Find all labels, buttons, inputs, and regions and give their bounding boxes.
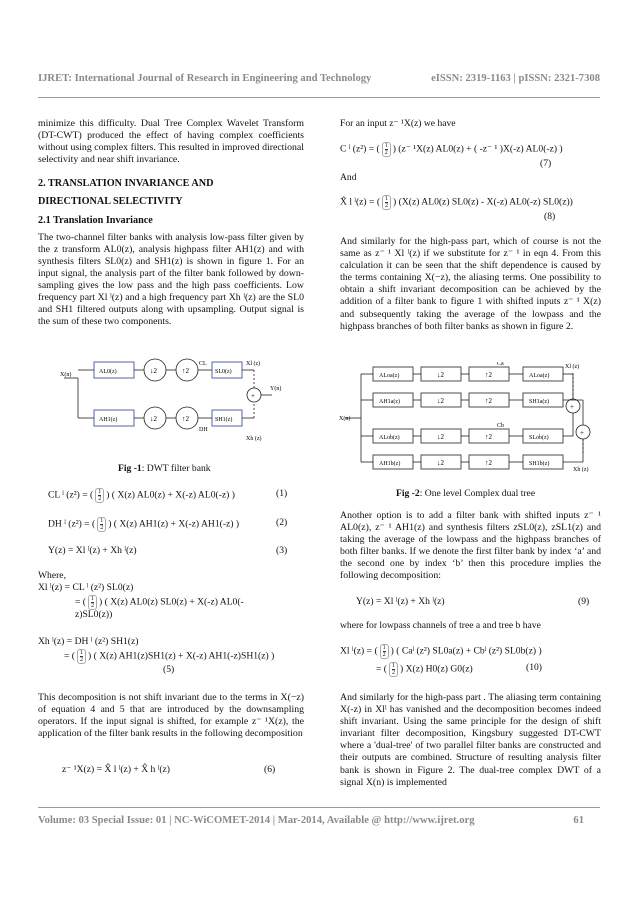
eq10-eq: = (: [376, 663, 388, 675]
fig1-caption-label: Fig -1: [118, 463, 142, 474]
fig1-xl-label: Xl (z): [246, 361, 261, 367]
fig2-down-1: ↓2: [437, 371, 444, 379]
running-header: [38, 73, 600, 84]
fig2-caption-text: : One level Complex dual tree: [419, 488, 536, 499]
eq5-rhs: ) ( X(z) AH1(z)SH1(z) + X(-z) AH1(-z)SH1(z) ): [88, 650, 275, 662]
eq4-line-2: [75, 595, 244, 610]
fig1-down-low: ↓2: [150, 367, 157, 375]
fig2-al-b-box: ALob(z): [379, 435, 400, 441]
equation-8: [340, 195, 573, 210]
fig2-ah-a-box: AH1a(z): [379, 399, 400, 405]
fig2-up-2: ↑2: [485, 397, 492, 405]
half-fraction: $\frac{1}{2}$: [97, 517, 106, 532]
fig2-sum-node-high: +: [580, 429, 584, 437]
right-intro-line: For an input z⁻ ¹X(z) we have: [340, 118, 456, 129]
equation-3: Y(z) = Xl ˡ(z) + Xh ˡ(z): [48, 545, 137, 556]
fig2-up-1: ↑2: [485, 371, 492, 379]
equation-9: Y(z) = Xl ˡ(z) + Xh ˡ(z): [356, 596, 445, 607]
left-column-bottom: [38, 692, 304, 740]
fig2-down-4: ↓2: [437, 459, 444, 467]
fig2-xl-label: Xl (z): [565, 364, 580, 370]
eq5-number: (5): [163, 664, 175, 675]
fig2-ah-b-box: AH1b(z): [379, 461, 401, 467]
right-column-para3: [340, 510, 601, 583]
intro-paragraph: minimize this difficulty. Dual Tree Complex Wavelet Transform (DT-CWT) produced the effect of having complex coefficients without using complex filters. This resulted in improved directional selectivity and near shift invariance.: [38, 118, 304, 166]
eq3-number: (3): [276, 545, 288, 556]
aliasing-paragraph: And similarly for the high-pass part, which of course is not the same as z⁻ ¹ Xl ˡ(z) if we substitute for z⁻ ¹ in eqn 4. From this calculation it can be seen that the shift dependence is caused by the terms containing X(−z), the aliasing terms. One possibility to obtain a shift invariant decomposition can be achieved by the addition of a filter bank to figure 1 with shifted inputs z⁻ ¹ X(z) and subsequently taking the average of the lowpass and the highpass branches of both filter banks as shown in figure 2.: [340, 236, 601, 332]
footer-rule: [38, 807, 600, 808]
translation-paragraph: The two-channel filter banks with analysis low-pass filter given by the z transform AL0(z), analysis highpass filter AH1(z) and with synthesis filters SL0(z) and SH1(z) is shown in figure 1. For an input signal, the analysis part of the filter bank followed by down-sampling gives the low pass and the high pass coefficients. Low frequency part Xl ˡ(z) and a high frequency part Xh ˡ(z) are the SL0 and SH1 filtered outputs along with upsampling. Output signal is the sum of these two components.: [38, 231, 304, 328]
eq4-line-1: Xl ˡ(z) = CL ˡ (z²) SL0(z): [38, 582, 134, 593]
fig2-ca-label: Ca: [497, 362, 504, 367]
subsection-title: 2.1 Translation Invariance: [38, 214, 153, 226]
fig1-al-box: AL0(z): [99, 369, 117, 375]
eq9-number: (9): [578, 596, 590, 607]
eq5-lhs: = (: [64, 650, 76, 662]
half-fraction: $\frac{1}{2}$: [77, 649, 86, 664]
fig2-up-3: ↑2: [485, 433, 492, 441]
eq8-rhs: ) (X(z) AL0(z) SL0(z) - X(-z) AL0(-z) SL0(z)): [393, 196, 573, 208]
eq5-line-1: Xh ˡ(z) = DH ˡ (z²) SH1(z): [38, 636, 139, 647]
fig2-down-3: ↓2: [437, 433, 444, 441]
eq2-rhs: ) ( X(z) AH1(z) + X(-z) AH1(-z) ): [108, 518, 240, 530]
half-fraction: $\frac{1}{2}$: [88, 595, 97, 610]
eq7-lhs: C ˡ (z²) = (: [340, 143, 380, 155]
eq4-lhs: = (: [75, 596, 87, 608]
fig2-sh-a-box: SH1a(z): [529, 399, 549, 405]
shift-variance-paragraph: This decomposition is not shift invariant due to the terms in X(−z) of equation 4 and 5 that are introduced by the downsampling operators. If the input signal is shifted, for example z⁻ ¹X(z), the application of the filter bank results in the following decomposition: [38, 692, 304, 740]
and-label: And: [340, 172, 357, 183]
fig1-xh-label: Xh (z): [246, 436, 262, 442]
equation-6: z⁻ ¹X(z) = X̂ l ˡ(z) + X̂ h ˡ(z): [62, 764, 170, 775]
fig2-xh-label: Xh (z): [573, 467, 589, 472]
header-rule: [38, 97, 600, 98]
section-title-line-2: DIRECTIONAL SELECTIVITY: [38, 196, 183, 208]
eq10-line-1: [340, 644, 542, 659]
journal-name: IJRET: International Journal of Research in Engineering and Technology: [38, 73, 372, 84]
fig2-cb-label: Cb: [497, 423, 505, 429]
section-title-line-1: 2. TRANSLATION INVARIANCE AND: [38, 178, 214, 190]
running-footer: [38, 815, 600, 826]
eq10-lhs: Xl ˡ(z) = (: [340, 645, 378, 657]
filter-bank-option-paragraph: Another option is to add a filter bank with shifted inputs z⁻ ¹ AL0(z), z⁻ ¹ AH1(z) and synthesis filters zSL0(z), zSL1(z) and taking the average of the lowpass and the highpass branches of both filter banks. If we denote the first filter bank by index ‘a’ and the second one by index ‘b’ then this procedure implies the following decomposition:: [340, 510, 601, 582]
fig1-cl-label: CL: [199, 361, 207, 367]
fig1-ah-box: AH1(z): [99, 417, 118, 423]
eq10-rhs-1: ) ( Caˡ (z²) SL0a(z) + Cbˡ (z²) SL0b(z) ): [390, 645, 542, 657]
fig2-up-4: ↑2: [485, 459, 492, 467]
half-fraction: $\frac{1}{2}$: [380, 644, 389, 659]
half-fraction: $\frac{1}{2}$: [95, 488, 104, 503]
fig2-caption: [396, 488, 535, 499]
eq2-number: (2): [276, 517, 288, 528]
eq1-lhs: CL ˡ (z²) = (: [48, 489, 94, 501]
half-fraction: $\frac{1}{2}$: [382, 142, 391, 157]
eq5-line-2: [64, 649, 274, 664]
fig2-sum-node-low: +: [570, 403, 574, 411]
eq8-lhs: X̂ l ˡ(z) = (: [340, 196, 381, 208]
fig1-sl-box: SL0(z): [215, 369, 232, 375]
fig1-up-high: ↑2: [182, 415, 189, 423]
equation-2: [48, 517, 239, 532]
eq10-number: (10): [526, 662, 542, 673]
half-fraction: $\frac{1}{2}$: [389, 662, 398, 677]
eq7-number: (7): [540, 158, 552, 169]
eq2-lhs: DH ˡ (z²) = (: [48, 518, 96, 530]
fig1-input-label: X(n): [60, 372, 72, 378]
eq1-rhs: ) ( X(z) AL0(z) + X(-z) AL0(-z) ): [106, 489, 235, 501]
fig1-output-label: Y(n): [270, 386, 282, 392]
half-fraction: $\frac{1}{2}$: [382, 195, 391, 210]
left-column-top: [38, 118, 304, 328]
fig2-sh-b-box: SH1b(z): [529, 461, 550, 467]
fig2-al-a-box: ALoa(z): [379, 373, 400, 379]
fig1-down-high: ↓2: [150, 415, 157, 423]
fig1-sum-node: +: [251, 392, 255, 400]
fig2-input-label: X(n): [339, 416, 351, 422]
where-label: Where,: [38, 570, 66, 581]
lowpass-channels-line: where for lowpass channels of tree a and tree b have: [340, 620, 541, 631]
fig2-down-2: ↓2: [437, 397, 444, 405]
fig2-caption-label: Fig -2: [396, 488, 420, 499]
eq4-rhs: ) ( X(z) AL0(z) SL0(z) + X(-z) AL0(-: [99, 596, 244, 608]
page-number: 61: [573, 815, 584, 826]
fig1-sh-box: SH1(z): [215, 417, 233, 423]
fig1-dh-label: DH: [199, 427, 208, 433]
eq7-rhs: ) (z⁻ ¹X(z) AL0(z) + ( -z⁻ ¹ )X(-z) AL0(-z) ): [392, 143, 563, 155]
fig2-sl-a-box: ALoa(z): [529, 373, 550, 379]
issn: eISSN: 2319-1163 | pISSN: 2321-7308: [431, 73, 600, 84]
eq4-line-3: z)SL0(z)): [75, 609, 113, 620]
fig1-caption: [118, 463, 211, 474]
fig1-caption-text: : DWT filter bank: [141, 463, 211, 474]
dtcwt-paragraph: And similarly for the high-pass part . The aliasing term containing X(-z) in Xlˡ has vanished and the decomposition becomes indeed shift invariant. Using the same principle for the design of shift invariant filter decomposition, Kingsbury suggested DT-CWT where a 'dual-tree' of two parallel filter banks are constructed and their outputs are combined. Structure of resulting analysis filter bank is shown in Figure 2. The dual-tree complex DWT of a signal X(n) is implemented: [340, 692, 601, 788]
eq10-rhs-2: ) X(z) H0(z) G0(z): [400, 663, 473, 675]
fig2-complex-dual-tree: [337, 362, 599, 472]
eq1-number: (1): [276, 488, 288, 499]
fig2-sl-b-box: SLob(z): [529, 435, 549, 441]
eq10-line-2: [376, 662, 473, 677]
volume-info: Volume: 03 Special Issue: 01 | NC-WiCOMET-2014 | Mar-2014, Available @ http://www.ijret.org: [38, 815, 475, 826]
equation-1: [48, 488, 235, 503]
equation-7: [340, 142, 563, 157]
fig1-up-low: ↑2: [182, 367, 189, 375]
eq6-number: (6): [264, 764, 276, 775]
eq8-number: (8): [544, 211, 556, 222]
right-column-para5: [340, 692, 601, 789]
right-column-para2: [340, 236, 601, 333]
fig1-dwt-filter-bank: [58, 350, 294, 450]
